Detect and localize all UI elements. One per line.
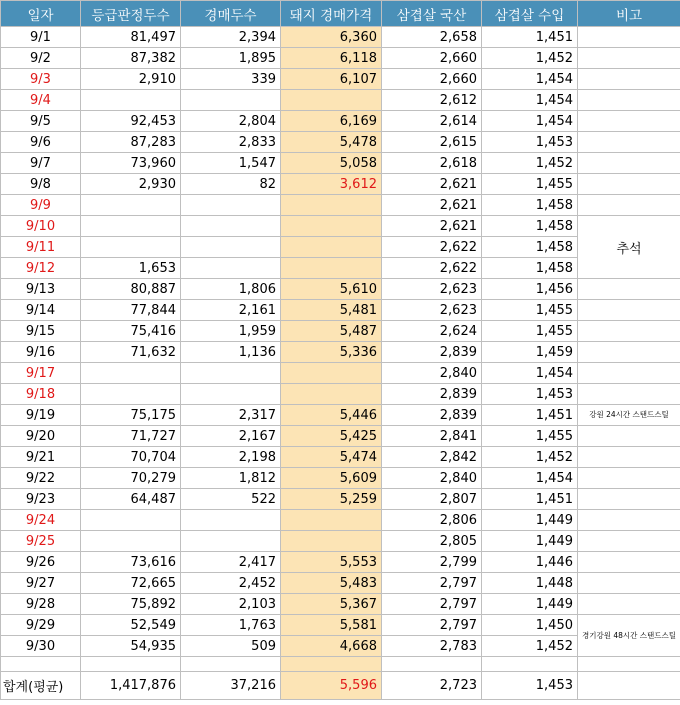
belly-imported-cell: 1,458 [482,237,578,258]
date-cell: 9/1 [1,27,81,48]
belly-domestic-cell: 2,660 [382,69,482,90]
spacer-cell [81,657,181,672]
note-cell [578,363,680,384]
auction-count-cell [181,90,281,111]
auction-count-cell [181,216,281,237]
grade-count-cell: 73,616 [81,552,181,573]
grade-count-cell: 71,632 [81,342,181,363]
auction-price-cell: 5,610 [281,279,382,300]
auction-price-cell [281,510,382,531]
grade-count-cell [81,90,181,111]
date-cell: 9/23 [1,489,81,510]
auction-count-cell: 2,417 [181,552,281,573]
average-belly-imported: 1,453 [482,672,578,700]
belly-domestic-cell: 2,799 [382,552,482,573]
date-cell: 9/16 [1,342,81,363]
table-row [1,426,680,447]
belly-imported-cell: 1,455 [482,300,578,321]
belly-imported-cell: 1,459 [482,342,578,363]
table-row [1,48,680,69]
spacer-cell [578,657,680,672]
grade-count-cell: 75,175 [81,405,181,426]
auction-price-cell: 6,107 [281,69,382,90]
belly-domestic-cell: 2,624 [382,321,482,342]
belly-imported-cell: 1,454 [482,90,578,111]
date-cell: 9/30 [1,636,81,657]
grade-count-cell [81,237,181,258]
auction-count-cell: 509 [181,636,281,657]
note-cell [578,468,680,489]
belly-imported-cell: 1,454 [482,363,578,384]
belly-imported-cell: 1,448 [482,573,578,594]
total-label: 합계(평균) [1,672,81,700]
table-row [1,27,680,48]
auction-count-cell: 2,167 [181,426,281,447]
auction-price-cell: 5,581 [281,615,382,636]
auction-count-cell: 339 [181,69,281,90]
auction-count-cell: 1,895 [181,48,281,69]
date-cell: 9/5 [1,111,81,132]
header-auction-price: 돼지 경매가격 [281,1,382,27]
belly-imported-cell: 1,449 [482,594,578,615]
note-cell [578,552,680,573]
date-cell: 9/28 [1,594,81,615]
auction-price-cell: 6,169 [281,111,382,132]
grade-count-cell: 71,727 [81,426,181,447]
auction-count-cell: 82 [181,174,281,195]
belly-domestic-cell: 2,658 [382,27,482,48]
auction-price-cell: 5,609 [281,468,382,489]
belly-domestic-cell: 2,623 [382,279,482,300]
note-cell [578,174,680,195]
table-row [1,594,680,615]
note-cell: 경기강원 48시간 스탠드스틸 [578,615,680,657]
auction-price-cell: 5,259 [281,489,382,510]
belly-imported-cell: 1,456 [482,279,578,300]
belly-domestic-cell: 2,839 [382,384,482,405]
auction-price-cell: 5,336 [281,342,382,363]
auction-count-cell: 2,198 [181,447,281,468]
table-row [1,279,680,300]
auction-count-cell: 2,452 [181,573,281,594]
auction-count-cell: 2,317 [181,405,281,426]
belly-domestic-cell: 2,621 [382,216,482,237]
auction-price-cell [281,531,382,552]
date-cell: 9/14 [1,300,81,321]
grade-count-cell: 72,665 [81,573,181,594]
header-row [1,1,680,27]
belly-domestic-cell: 2,797 [382,573,482,594]
belly-imported-cell: 1,454 [482,468,578,489]
auction-price-cell: 5,487 [281,321,382,342]
belly-domestic-cell: 2,797 [382,615,482,636]
header-auction-count: 경매두수 [181,1,281,27]
grade-count-cell: 1,653 [81,258,181,279]
note-cell [578,594,680,615]
grade-count-cell: 70,704 [81,447,181,468]
auction-count-cell: 1,547 [181,153,281,174]
date-cell: 9/29 [1,615,81,636]
date-cell: 9/21 [1,447,81,468]
spacer-cell [482,657,578,672]
average-belly-domestic: 2,723 [382,672,482,700]
table-body [1,27,680,700]
grade-count-cell: 81,497 [81,27,181,48]
belly-imported-cell: 1,449 [482,531,578,552]
auction-count-cell: 522 [181,489,281,510]
header-date: 일자 [1,1,81,27]
table-row [1,510,680,531]
date-cell: 9/2 [1,48,81,69]
table-row [1,447,680,468]
belly-imported-cell: 1,458 [482,216,578,237]
belly-domestic-cell: 2,839 [382,342,482,363]
note-cell [578,27,680,48]
belly-domestic-cell: 2,623 [382,300,482,321]
table-row [1,111,680,132]
spacer-cell [281,657,382,672]
table-row [1,384,680,405]
note-cell [578,342,680,363]
belly-imported-cell: 1,449 [482,510,578,531]
table-row [1,321,680,342]
spacer-row [1,657,680,672]
belly-domestic-cell: 2,612 [382,90,482,111]
belly-imported-cell: 1,452 [482,48,578,69]
note-cell [578,531,680,552]
belly-domestic-cell: 2,615 [382,132,482,153]
belly-domestic-cell: 2,797 [382,594,482,615]
table-row [1,552,680,573]
note-cell [578,573,680,594]
grade-count-cell: 54,935 [81,636,181,657]
belly-imported-cell: 1,458 [482,258,578,279]
table-row [1,216,680,237]
table-row [1,195,680,216]
belly-imported-cell: 1,452 [482,447,578,468]
belly-domestic-cell: 2,805 [382,531,482,552]
total-note-cell [578,672,680,700]
auction-price-cell [281,363,382,384]
total-grade-count: 1,417,876 [81,672,181,700]
auction-price-cell: 5,481 [281,300,382,321]
date-cell: 9/8 [1,174,81,195]
auction-count-cell [181,363,281,384]
belly-imported-cell: 1,455 [482,321,578,342]
belly-domestic-cell: 2,840 [382,468,482,489]
table-row [1,132,680,153]
belly-imported-cell: 1,453 [482,132,578,153]
auction-count-cell: 2,394 [181,27,281,48]
belly-domestic-cell: 2,840 [382,363,482,384]
table-row [1,531,680,552]
grade-count-cell: 87,382 [81,48,181,69]
grade-count-cell [81,510,181,531]
date-cell: 9/3 [1,69,81,90]
note-cell [578,90,680,111]
auction-price-cell: 5,058 [281,153,382,174]
note-cell: 강원 24시간 스탠드스틸 [578,405,680,426]
grade-count-cell [81,384,181,405]
note-cell [578,426,680,447]
header-notes: 비고 [578,1,680,27]
auction-price-cell: 5,367 [281,594,382,615]
auction-price-cell [281,90,382,111]
grade-count-cell [81,195,181,216]
belly-domestic-cell: 2,783 [382,636,482,657]
spacer-cell [181,657,281,672]
belly-imported-cell: 1,452 [482,153,578,174]
table-row [1,615,680,636]
auction-price-cell [281,216,382,237]
note-cell [578,69,680,90]
note-cell [578,153,680,174]
note-cell: 추석 [578,216,680,279]
belly-domestic-cell: 2,806 [382,510,482,531]
auction-count-cell: 1,959 [181,321,281,342]
auction-count-cell: 2,833 [181,132,281,153]
belly-domestic-cell: 2,621 [382,195,482,216]
belly-imported-cell: 1,455 [482,426,578,447]
belly-domestic-cell: 2,614 [382,111,482,132]
auction-price-cell [281,195,382,216]
grade-count-cell: 70,279 [81,468,181,489]
auction-count-cell: 1,812 [181,468,281,489]
table-row [1,363,680,384]
note-cell [578,111,680,132]
belly-imported-cell: 1,455 [482,174,578,195]
belly-domestic-cell: 2,839 [382,405,482,426]
note-cell [578,489,680,510]
date-cell: 9/12 [1,258,81,279]
note-cell [578,447,680,468]
auction-price-cell: 5,446 [281,405,382,426]
grade-count-cell [81,216,181,237]
note-cell [578,384,680,405]
auction-price-cell: 5,425 [281,426,382,447]
auction-price-cell [281,258,382,279]
table-row [1,174,680,195]
grade-count-cell: 64,487 [81,489,181,510]
table-row [1,405,680,426]
spacer-cell [382,657,482,672]
auction-count-cell: 2,804 [181,111,281,132]
grade-count-cell: 77,844 [81,300,181,321]
auction-count-cell [181,237,281,258]
belly-domestic-cell: 2,842 [382,447,482,468]
note-cell [578,279,680,300]
auction-price-cell: 5,483 [281,573,382,594]
date-cell: 9/11 [1,237,81,258]
belly-imported-cell: 1,446 [482,552,578,573]
note-cell [578,48,680,69]
date-cell: 9/25 [1,531,81,552]
note-cell [578,321,680,342]
belly-imported-cell: 1,451 [482,405,578,426]
grade-count-cell: 52,549 [81,615,181,636]
date-cell: 9/10 [1,216,81,237]
auction-price-cell [281,384,382,405]
auction-price-cell: 6,118 [281,48,382,69]
note-cell [578,510,680,531]
belly-domestic-cell: 2,841 [382,426,482,447]
grade-count-cell: 73,960 [81,153,181,174]
header-belly-imported: 삼겹살 수입 [482,1,578,27]
date-cell: 9/6 [1,132,81,153]
belly-domestic-cell: 2,618 [382,153,482,174]
date-cell: 9/20 [1,426,81,447]
belly-imported-cell: 1,451 [482,27,578,48]
auction-count-cell: 2,161 [181,300,281,321]
grade-count-cell: 80,887 [81,279,181,300]
auction-price-cell: 6,360 [281,27,382,48]
belly-domestic-cell: 2,807 [382,489,482,510]
auction-price-cell: 4,668 [281,636,382,657]
date-cell: 9/7 [1,153,81,174]
header-grade-count: 등급판정두수 [81,1,181,27]
grade-count-cell: 87,283 [81,132,181,153]
note-cell [578,132,680,153]
auction-count-cell [181,258,281,279]
auction-count-cell: 1,806 [181,279,281,300]
auction-price-cell: 5,478 [281,132,382,153]
grade-count-cell: 75,892 [81,594,181,615]
average-auction-price: 5,596 [281,672,382,700]
auction-count-cell [181,195,281,216]
total-row [1,672,680,700]
date-cell: 9/22 [1,468,81,489]
belly-domestic-cell: 2,622 [382,237,482,258]
table-row [1,90,680,111]
auction-count-cell [181,384,281,405]
auction-count-cell [181,531,281,552]
date-cell: 9/26 [1,552,81,573]
table-row [1,573,680,594]
note-cell [578,300,680,321]
belly-imported-cell: 1,452 [482,636,578,657]
date-cell: 9/18 [1,384,81,405]
table-row [1,342,680,363]
grade-count-cell: 2,930 [81,174,181,195]
date-cell: 9/9 [1,195,81,216]
belly-domestic-cell: 2,622 [382,258,482,279]
date-cell: 9/15 [1,321,81,342]
date-cell: 9/13 [1,279,81,300]
belly-domestic-cell: 2,660 [382,48,482,69]
auction-price-cell [281,237,382,258]
auction-price-cell: 3,612 [281,174,382,195]
date-cell: 9/27 [1,573,81,594]
auction-count-cell: 2,103 [181,594,281,615]
table-row [1,489,680,510]
header-belly-domestic: 삼겹살 국산 [382,1,482,27]
belly-imported-cell: 1,454 [482,69,578,90]
table-row [1,153,680,174]
auction-count-cell: 1,763 [181,615,281,636]
grade-count-cell [81,531,181,552]
grade-count-cell: 2,910 [81,69,181,90]
auction-price-cell: 5,553 [281,552,382,573]
date-cell: 9/24 [1,510,81,531]
table-row [1,69,680,90]
grade-count-cell [81,363,181,384]
grade-count-cell: 75,416 [81,321,181,342]
belly-domestic-cell: 2,621 [382,174,482,195]
spacer-cell [1,657,81,672]
table-row [1,300,680,321]
auction-count-cell [181,510,281,531]
belly-imported-cell: 1,458 [482,195,578,216]
date-cell: 9/19 [1,405,81,426]
auction-count-cell: 1,136 [181,342,281,363]
grade-count-cell: 92,453 [81,111,181,132]
belly-imported-cell: 1,454 [482,111,578,132]
date-cell: 9/17 [1,363,81,384]
belly-imported-cell: 1,453 [482,384,578,405]
belly-imported-cell: 1,451 [482,489,578,510]
auction-price-cell: 5,474 [281,447,382,468]
table-row [1,468,680,489]
belly-imported-cell: 1,450 [482,615,578,636]
date-cell: 9/4 [1,90,81,111]
total-auction-count: 37,216 [181,672,281,700]
